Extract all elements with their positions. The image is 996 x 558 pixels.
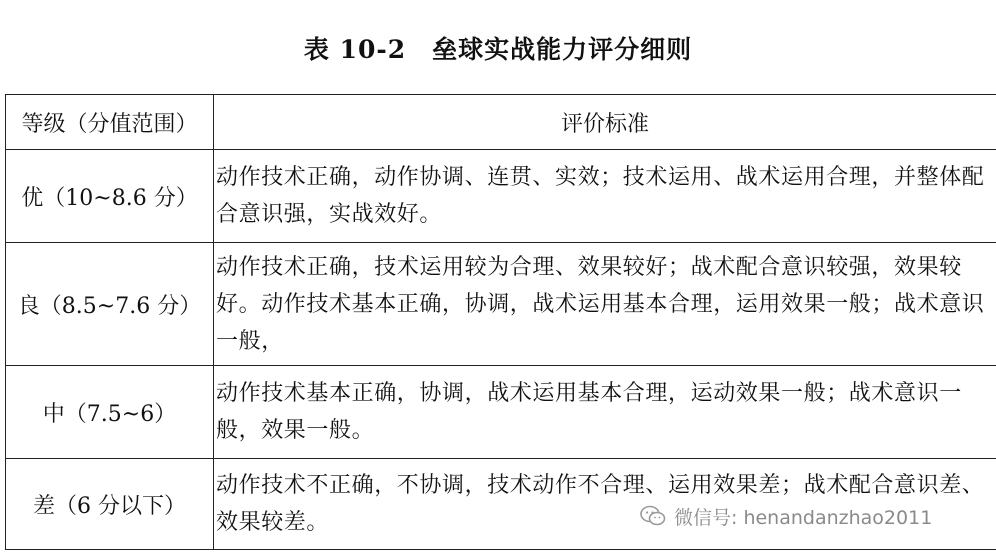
- standard-text: 动作技术基本正确，协调，战术运用基本合理，运动效果一般；战术意识一般，效果一般。: [216, 381, 962, 443]
- standard-text: 动作技术正确，技术运用较为合理、效果较好；战术配合意识较强，效果较好。动作技术基本正确，协调，战术运用基本合理，运用效果一般；战术意识一般，: [216, 254, 985, 354]
- wechat-icon: [640, 505, 666, 527]
- header-standard: 评价标准: [214, 95, 996, 150]
- level-cell: 优（10~8.6 分）: [6, 150, 214, 243]
- level-cell: 中（7.5~6）: [6, 366, 214, 459]
- table-row: [6, 366, 996, 459]
- standard-cell: [214, 150, 996, 243]
- level-cell: 差（6 分以下）: [6, 459, 214, 550]
- standard-cell: [214, 366, 996, 459]
- standard-cell: [214, 243, 996, 366]
- table-row: [6, 150, 996, 243]
- level-cell: 良（8.5~7.6 分）: [6, 243, 214, 366]
- scoring-table: [5, 94, 996, 550]
- standard-text: 动作技术正确，动作协调、连贯、实效；技术运用、战术运用合理，并整体配合意识强，实战效好。: [216, 165, 985, 227]
- watermark-text: 微信号: henandanzhao2011: [674, 506, 933, 529]
- table-title: [0, 30, 996, 66]
- table-row: [6, 243, 996, 366]
- table-title-text: 垒球实战能力评分细则: [432, 35, 693, 64]
- table-header-row: [6, 95, 996, 150]
- table-number: 表 10-2: [303, 35, 407, 64]
- standard-text: 动作技术不正确，不协调，技术动作不合理、运用效果差；战术配合意识差、效果较差。: [216, 473, 985, 535]
- wechat-watermark: [640, 500, 932, 532]
- header-level: 等级（分值范围）: [6, 95, 214, 150]
